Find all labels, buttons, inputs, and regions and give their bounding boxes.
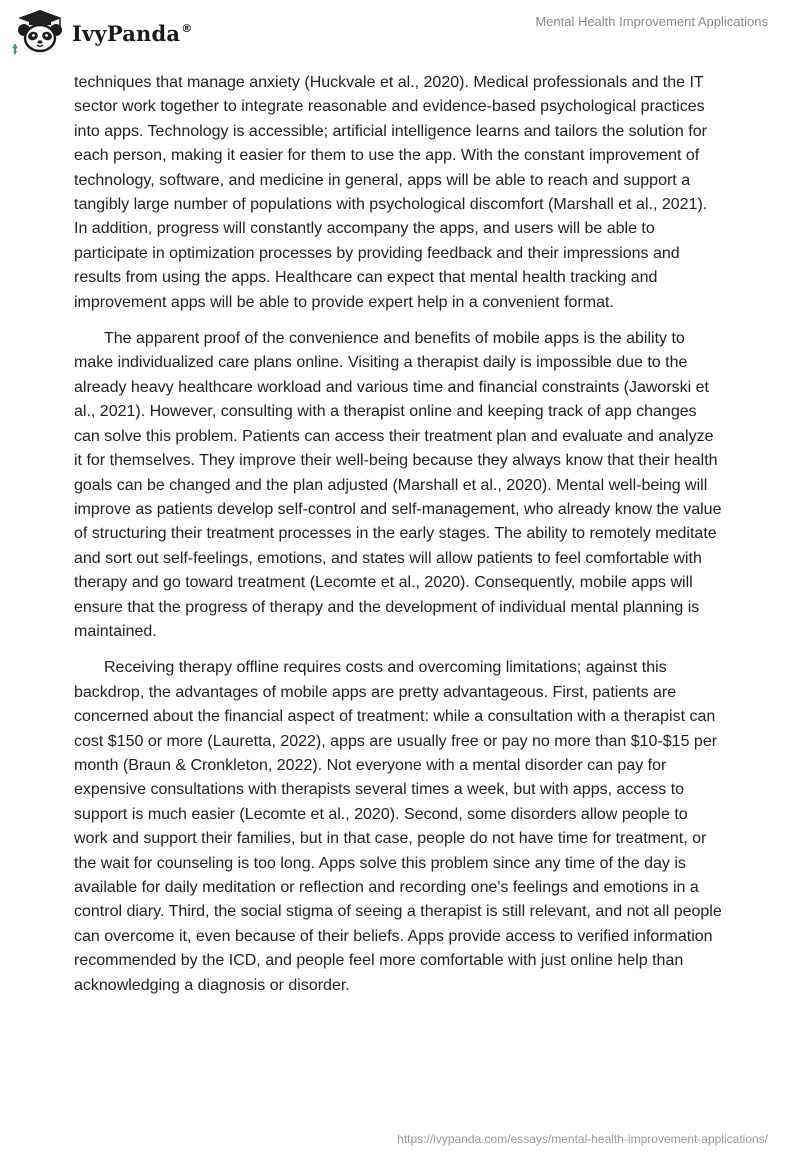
source-url[interactable]: https://ivypanda.com/essays/mental-health-improvement-applications/ — [397, 1132, 768, 1146]
page-header — [0, 0, 800, 70]
brand-logo[interactable] — [12, 8, 192, 56]
panda-graduate-icon — [12, 8, 68, 56]
paragraph-3: Receiving therapy offline requires costs and overcoming limitations; against this backdrop, the advantages of mobile apps are pretty advantageous. First, patients are concerned about the financial aspect of treatment: while a consultation with a therapist can cost $150 or more (Lauretta, 2022), apps are usually free or pay no more than $10-$15 per month (Braun & Cronkleton, 2022). Not everyone with a mental disorder can pay for expensive consultations with therapists several times a week, but with apps, access to support is much easier (Lecomte et al., 2020). Second, some disorders allow people to work and support their families, but in that case, people do not have time for treatment, or the wait for counseling is too long. Apps solve this problem since any time of the day is available for daily meditation or reflection and recording one's feelings and emotions in a control diary. Third, the social stigma of seeing a therapist is still relevant, and not all people can overcome it, even because of their beliefs. Apps provide access to verified information recommended by the ICD, and people feel more comfortable with just online help than acknowledging a diagnosis or disorder. — [74, 659, 722, 994]
document-title: Mental Health Improvement Applications — [535, 14, 768, 29]
paragraph-1: techniques that manage anxiety (Huckvale et al., 2020). Medical professionals and the IT sector work together to integrate reasonable and evidence-based psychological practices into apps. Technology is accessible; artificial intelligence learns and tailors the solution for each person, making it easier for them to use the app. With the constant improvement of technology, software, and medicine in general, apps will be able to reach and support a tangibly large number of populations with psychological discomfort (Marshall et al., 2021). In addition, progress will constantly accompany the apps, and users will be able to participate in optimization processes by providing feedback and their impressions and results from using the apps. Healthcare can expect that mental health tracking and improvement apps will be able to provide expert help in a convenient format. — [74, 74, 708, 311]
registered-mark: ® — [181, 21, 193, 35]
brand-name: IvyPanda® — [72, 20, 193, 46]
paragraph-2: The apparent proof of the convenience and benefits of mobile apps is the ability to make individualized care plans online. Visiting a therapist daily is impossible due to the already heavy healthcare workload and various time and financial constraints (Jaworski et al., 2021). However, consulting with a therapist online and keeping track of app changes can solve this problem. Patients can access their treatment plan and evaluate and analyze it for themselves. They improve their well-being because they always know that their health goals can be changed and the plan adjusted (Marshall et al., 2020). Mental well-being will improve as patients develop self-control and self-management, who already know the value of structuring their treatment processes in the early stages. The ability to remotely meditate and sort out self-feelings, emotions, and states will allow patients to feel comfortable with therapy and go toward treatment (Lecomte et al., 2020). Consequently, mobile apps will ensure that the progress of therapy and the development of individual mental planning is maintained. — [74, 330, 722, 640]
essay-body — [74, 71, 724, 1010]
